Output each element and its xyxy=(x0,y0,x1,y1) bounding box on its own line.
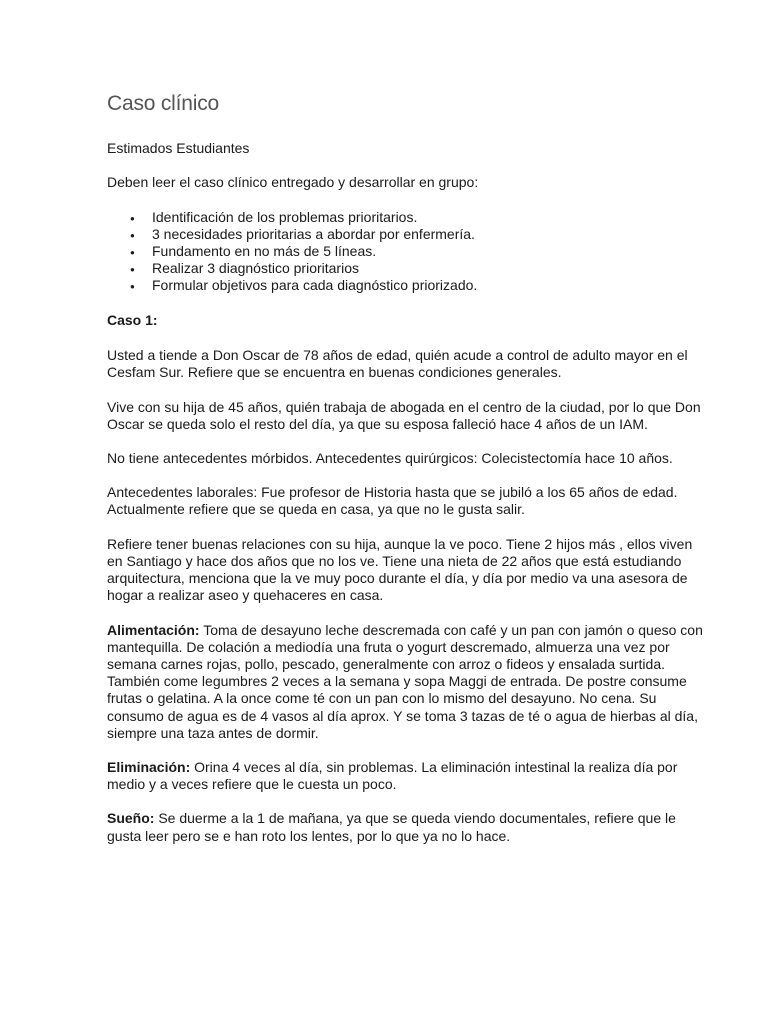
case-paragraph: Refiere tener buenas relaciones con su hija, aunque la ve poco. Tiene 2 hijos más , ellos viven en Santiago y hace dos años que no los ve. Tiene una nieta de 22 años que está estudiando arquitectura, menciona que la ve muy poco durante el día, y día por medio va una asesora de hogar a realizar aseo y quehaceres en casa. xyxy=(107,535,693,604)
task-list xyxy=(107,209,708,294)
section-label: Eliminación: xyxy=(107,758,191,775)
instruction: Deben leer el caso clínico entregado y desarrollar en grupo: xyxy=(107,174,479,191)
section-label: Alimentación: xyxy=(107,621,200,638)
page-title: Caso clínico xyxy=(107,92,219,115)
section-sueno xyxy=(107,810,708,844)
section-text: Orina 4 veces al día, sin problemas. La eliminación intestinal la realiza día por medio y a veces refiere que le cuesta un poco. xyxy=(107,758,678,793)
section-alimentacion xyxy=(107,622,708,742)
task-item: ● Identificación de los problemas prioritarios. xyxy=(152,209,708,226)
case-paragraph: Usted a tiende a Don Oscar de 78 años de edad, quién acude a control de adulto mayor en el Cesfam Sur. Refiere que se encuentra en buenas condiciones generales. xyxy=(107,347,688,381)
section-text: Se duerme a la 1 de mañana, ya que se queda viendo documentales, refiere que le gusta leer pero se e han roto los lentes, por lo que ya no lo hace. xyxy=(107,810,676,844)
task-item: ● Fundamento en no más de 5 líneas. xyxy=(152,243,708,260)
section-eliminacion xyxy=(107,759,708,793)
section-text: Toma de desayuno leche descremada con café y un pan con jamón o queso con mantequilla. De colación a mediodía una fruta o yogurt descremado, almuerza una vez por semana carnes rojas, pollo, pescado, generalmente con arroz o fideos y ensalada surtida. También come legumbres 2 veces a la semana y sopa Maggi de entrada. De postre consume frutas o gelatina. A la once come té con un pan con lo mismo del desayuno. No cena. Su consumo de agua es de 4 vasos al día aprox. Y se toma 3 tazas de té o agua de hierbas al día, siempre una taza antes de dormir. xyxy=(107,621,703,741)
task-item: ● Formular objetivos para cada diagnóstico priorizado. xyxy=(152,277,708,294)
case-paragraph: No tiene antecedentes mórbidos. Antecedentes quirúrgicos: Colecistectomía hace 10 años. xyxy=(107,450,673,467)
task-item: ● Realizar 3 diagnóstico prioritarios xyxy=(152,260,708,277)
section-label: Sueño: xyxy=(107,810,155,827)
case-heading: Caso 1: xyxy=(107,312,158,329)
case-paragraph: Vive con su hija de 45 años, quién trabaja de abogada en el centro de la ciudad, por lo que Don Oscar se queda solo el resto del día, ya que su esposa falleció hace 4 años de un IAM. xyxy=(107,398,701,432)
greeting: Estimados Estudiantes xyxy=(107,140,250,157)
case-paragraph: Antecedentes laborales: Fue profesor de Historia hasta que se jubiló a los 65 años de edad. Actualmente refiere que se queda en casa, ya que no le gusta salir. xyxy=(107,484,678,518)
task-item: ● 3 necesidades prioritarias a abordar por enfermería. xyxy=(152,226,708,243)
